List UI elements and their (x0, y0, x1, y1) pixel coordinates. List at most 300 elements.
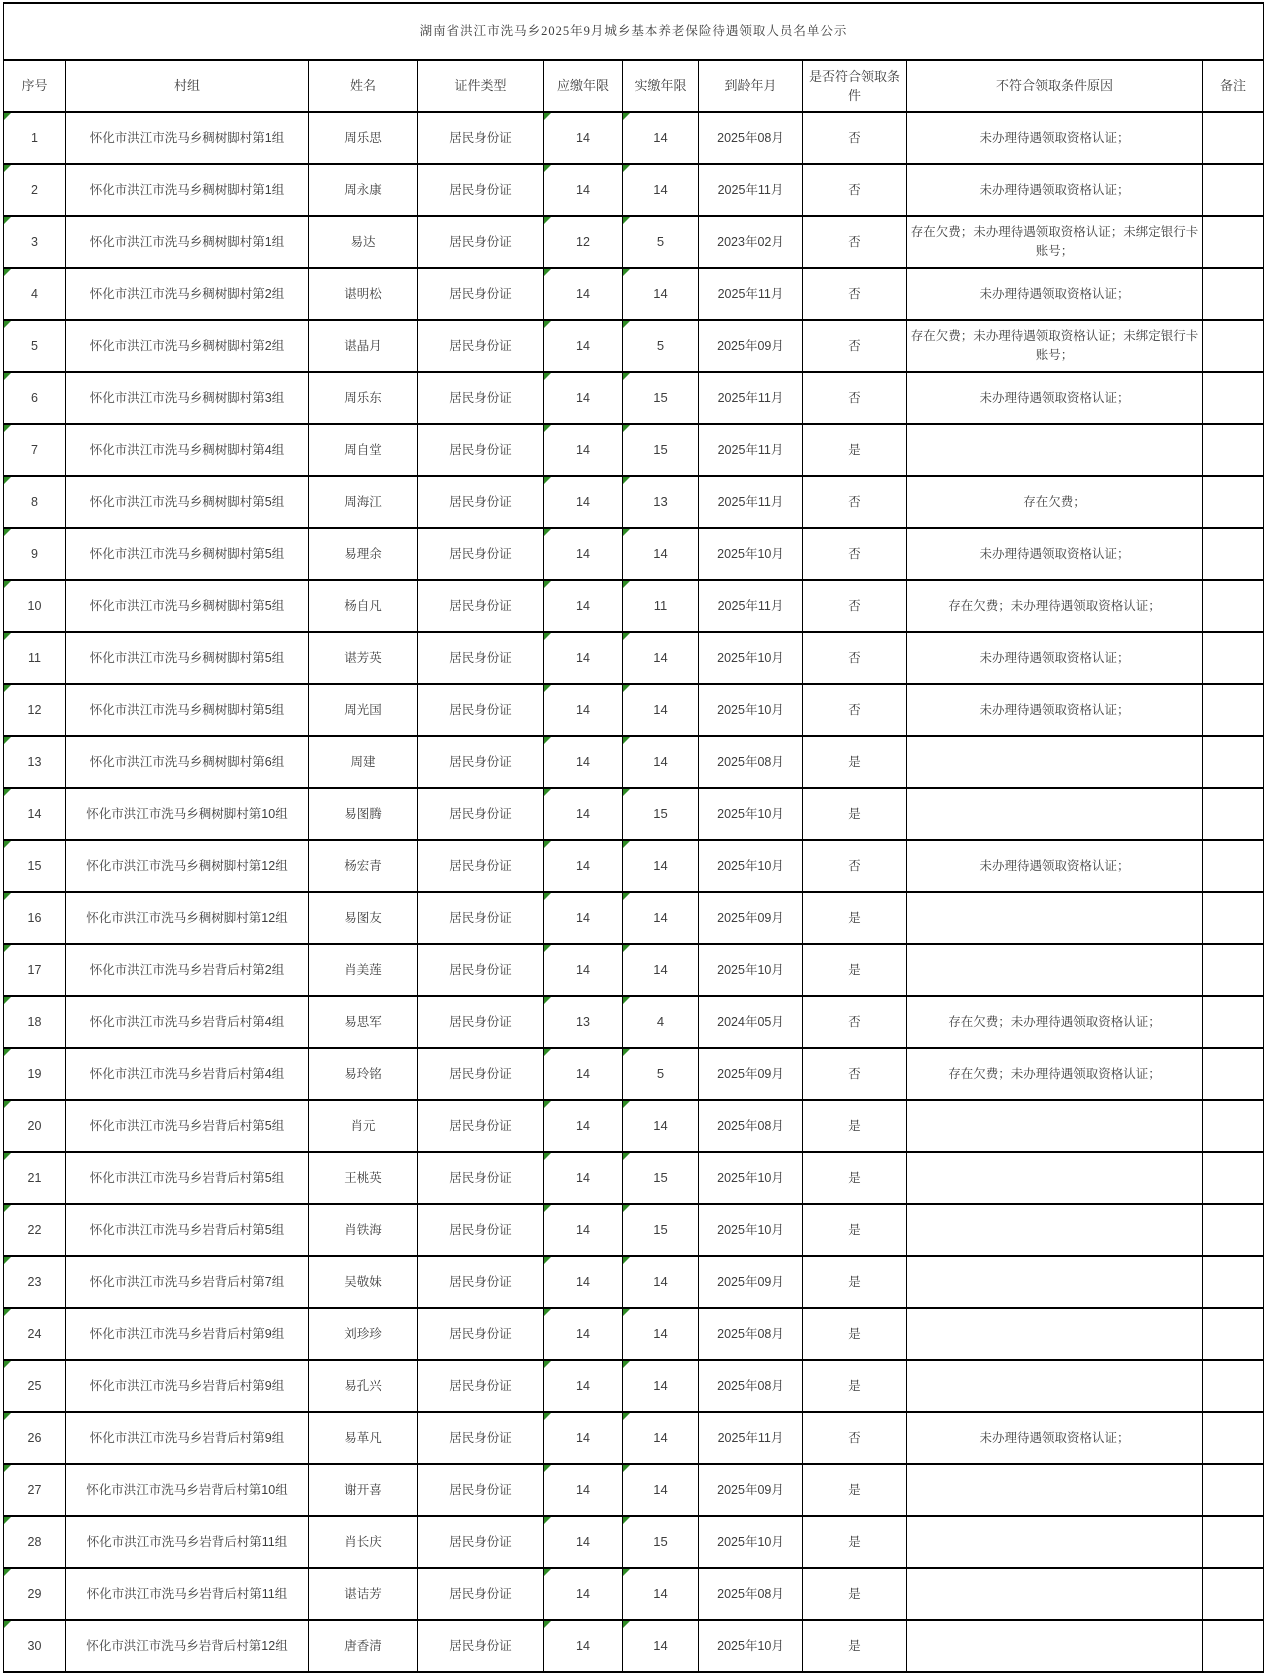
cell-years-due: 14 (544, 1308, 623, 1360)
cell-years-due: 14 (544, 1464, 623, 1516)
cell-years-paid: 14 (623, 112, 699, 164)
table-row (4, 164, 1264, 216)
cell-no: 23 (4, 1256, 66, 1308)
cell-name: 周乐东 (309, 372, 418, 424)
cell-reason (907, 1464, 1203, 1516)
cell-due-month: 2025年08月 (699, 112, 803, 164)
cell-id-type: 居民身份证 (418, 684, 544, 736)
cell-remark (1203, 1464, 1264, 1516)
cell-name: 易孔兴 (309, 1360, 418, 1412)
cell-reason: 未办理待遇领取资格认证； (907, 112, 1203, 164)
cell-village: 怀化市洪江市洗马乡稠树脚村第2组 (66, 320, 309, 372)
cell-no: 18 (4, 996, 66, 1048)
col-header-eligible: 是否符合领取条件 (803, 60, 907, 112)
cell-eligible: 是 (803, 1568, 907, 1620)
cell-village: 怀化市洪江市洗马乡稠树脚村第5组 (66, 528, 309, 580)
cell-eligible: 是 (803, 736, 907, 788)
cell-name: 谌芳英 (309, 632, 418, 684)
cell-years-paid: 14 (623, 840, 699, 892)
cell-eligible: 否 (803, 996, 907, 1048)
cell-id-type: 居民身份证 (418, 1568, 544, 1620)
cell-id-type: 居民身份证 (418, 528, 544, 580)
cell-village: 怀化市洪江市洗马乡岩背后村第12组 (66, 1620, 309, 1672)
cell-years-paid: 14 (623, 1568, 699, 1620)
cell-no: 15 (4, 840, 66, 892)
table-row (4, 1412, 1264, 1464)
cell-village: 怀化市洪江市洗马乡岩背后村第11组 (66, 1516, 309, 1568)
cell-no: 14 (4, 788, 66, 840)
cell-reason (907, 1516, 1203, 1568)
cell-due-month: 2025年10月 (699, 1152, 803, 1204)
cell-village: 怀化市洪江市洗马乡稠树脚村第5组 (66, 476, 309, 528)
cell-remark (1203, 1360, 1264, 1412)
cell-eligible: 否 (803, 684, 907, 736)
cell-village: 怀化市洪江市洗马乡岩背后村第7组 (66, 1256, 309, 1308)
cell-name: 刘珍珍 (309, 1308, 418, 1360)
cell-years-due: 14 (544, 1360, 623, 1412)
cell-years-paid: 14 (623, 1412, 699, 1464)
cell-reason (907, 1620, 1203, 1672)
cell-id-type: 居民身份证 (418, 632, 544, 684)
cell-id-type: 居民身份证 (418, 1100, 544, 1152)
cell-reason (907, 788, 1203, 840)
cell-years-due: 14 (544, 164, 623, 216)
cell-years-due: 14 (544, 1152, 623, 1204)
cell-remark (1203, 736, 1264, 788)
cell-reason: 未办理待遇领取资格认证； (907, 268, 1203, 320)
cell-eligible: 是 (803, 1620, 907, 1672)
cell-years-paid: 5 (623, 320, 699, 372)
cell-reason: 未办理待遇领取资格认证； (907, 684, 1203, 736)
cell-remark (1203, 1256, 1264, 1308)
cell-id-type: 居民身份证 (418, 112, 544, 164)
cell-village: 怀化市洪江市洗马乡稠树脚村第1组 (66, 112, 309, 164)
col-header-reason: 不符合领取条件原因 (907, 60, 1203, 112)
cell-id-type: 居民身份证 (418, 1464, 544, 1516)
table-row (4, 944, 1264, 996)
cell-years-paid: 14 (623, 632, 699, 684)
cell-years-due: 14 (544, 1256, 623, 1308)
cell-due-month: 2025年11月 (699, 476, 803, 528)
cell-id-type: 居民身份证 (418, 1256, 544, 1308)
cell-eligible: 否 (803, 1048, 907, 1100)
table-body (4, 112, 1264, 1672)
cell-id-type: 居民身份证 (418, 788, 544, 840)
col-header-id-type: 证件类型 (418, 60, 544, 112)
cell-years-paid: 14 (623, 1360, 699, 1412)
cell-reason: 未办理待遇领取资格认证； (907, 1412, 1203, 1464)
cell-eligible: 是 (803, 1516, 907, 1568)
col-header-years-due: 应缴年限 (544, 60, 623, 112)
cell-id-type: 居民身份证 (418, 216, 544, 268)
cell-id-type: 居民身份证 (418, 996, 544, 1048)
cell-remark (1203, 216, 1264, 268)
cell-name: 易图友 (309, 892, 418, 944)
cell-due-month: 2025年10月 (699, 840, 803, 892)
cell-village: 怀化市洪江市洗马乡稠树脚村第3组 (66, 372, 309, 424)
cell-id-type: 居民身份证 (418, 1048, 544, 1100)
cell-years-paid: 11 (623, 580, 699, 632)
cell-remark (1203, 372, 1264, 424)
cell-due-month: 2025年10月 (699, 1204, 803, 1256)
table-row (4, 840, 1264, 892)
table-row (4, 1048, 1264, 1100)
cell-reason: 存在欠费；未办理待遇领取资格认证； (907, 996, 1203, 1048)
cell-no: 22 (4, 1204, 66, 1256)
cell-remark (1203, 1204, 1264, 1256)
cell-years-due: 14 (544, 1412, 623, 1464)
cell-years-due: 14 (544, 944, 623, 996)
cell-eligible: 是 (803, 1360, 907, 1412)
table-row (4, 216, 1264, 268)
cell-village: 怀化市洪江市洗马乡稠树脚村第1组 (66, 216, 309, 268)
cell-reason (907, 892, 1203, 944)
page-title: 湖南省洪江市洗马乡2025年9月城乡基本养老保险待遇领取人员名单公示 (4, 3, 1264, 60)
cell-remark (1203, 164, 1264, 216)
cell-eligible: 否 (803, 528, 907, 580)
cell-years-paid: 14 (623, 684, 699, 736)
cell-eligible: 是 (803, 788, 907, 840)
header-row (4, 60, 1264, 112)
table-row (4, 892, 1264, 944)
cell-due-month: 2023年02月 (699, 216, 803, 268)
cell-eligible: 否 (803, 1412, 907, 1464)
cell-name: 周自堂 (309, 424, 418, 476)
cell-years-due: 14 (544, 1100, 623, 1152)
cell-due-month: 2025年10月 (699, 944, 803, 996)
cell-id-type: 居民身份证 (418, 424, 544, 476)
cell-years-paid: 14 (623, 268, 699, 320)
table-row (4, 320, 1264, 372)
cell-eligible: 否 (803, 580, 907, 632)
cell-years-paid: 15 (623, 372, 699, 424)
col-header-name: 姓名 (309, 60, 418, 112)
cell-no: 3 (4, 216, 66, 268)
col-header-no: 序号 (4, 60, 66, 112)
table-row (4, 372, 1264, 424)
cell-remark (1203, 1048, 1264, 1100)
cell-eligible: 是 (803, 1100, 907, 1152)
cell-no: 27 (4, 1464, 66, 1516)
cell-years-paid: 13 (623, 476, 699, 528)
cell-name: 唐香清 (309, 1620, 418, 1672)
col-header-village: 村组 (66, 60, 309, 112)
table-row (4, 1568, 1264, 1620)
cell-reason (907, 1100, 1203, 1152)
cell-due-month: 2025年10月 (699, 632, 803, 684)
cell-years-due: 13 (544, 996, 623, 1048)
cell-id-type: 居民身份证 (418, 1204, 544, 1256)
cell-id-type: 居民身份证 (418, 1412, 544, 1464)
cell-no: 13 (4, 736, 66, 788)
cell-years-paid: 14 (623, 1256, 699, 1308)
cell-due-month: 2025年08月 (699, 1568, 803, 1620)
cell-years-due: 14 (544, 320, 623, 372)
cell-due-month: 2025年11月 (699, 1412, 803, 1464)
cell-no: 30 (4, 1620, 66, 1672)
cell-due-month: 2025年11月 (699, 580, 803, 632)
cell-no: 28 (4, 1516, 66, 1568)
cell-id-type: 居民身份证 (418, 164, 544, 216)
cell-due-month: 2025年11月 (699, 164, 803, 216)
cell-eligible: 否 (803, 268, 907, 320)
cell-id-type: 居民身份证 (418, 1308, 544, 1360)
cell-reason (907, 736, 1203, 788)
table-row (4, 1308, 1264, 1360)
cell-no: 19 (4, 1048, 66, 1100)
cell-years-due: 14 (544, 1568, 623, 1620)
cell-reason (907, 1308, 1203, 1360)
cell-reason: 未办理待遇领取资格认证； (907, 840, 1203, 892)
cell-due-month: 2025年09月 (699, 1464, 803, 1516)
cell-no: 4 (4, 268, 66, 320)
cell-years-due: 14 (544, 528, 623, 580)
cell-years-due: 14 (544, 684, 623, 736)
cell-reason: 存在欠费；未办理待遇领取资格认证； (907, 1048, 1203, 1100)
notice-sheet (0, 2, 1266, 1654)
table-row (4, 528, 1264, 580)
cell-name: 王桃英 (309, 1152, 418, 1204)
cell-years-paid: 14 (623, 1464, 699, 1516)
pension-notice-table (3, 2, 1264, 1673)
cell-eligible: 否 (803, 372, 907, 424)
cell-id-type: 居民身份证 (418, 268, 544, 320)
cell-years-paid: 15 (623, 788, 699, 840)
cell-name: 肖元 (309, 1100, 418, 1152)
cell-remark (1203, 424, 1264, 476)
title-row (4, 3, 1264, 60)
cell-years-paid: 14 (623, 1620, 699, 1672)
cell-reason (907, 1152, 1203, 1204)
cell-years-due: 14 (544, 112, 623, 164)
cell-years-due: 14 (544, 580, 623, 632)
cell-village: 怀化市洪江市洗马乡岩背后村第4组 (66, 996, 309, 1048)
cell-id-type: 居民身份证 (418, 1152, 544, 1204)
cell-name: 周建 (309, 736, 418, 788)
cell-years-paid: 15 (623, 1204, 699, 1256)
cell-remark (1203, 944, 1264, 996)
cell-due-month: 2025年09月 (699, 1048, 803, 1100)
cell-name: 谌晶月 (309, 320, 418, 372)
cell-name: 易玲铭 (309, 1048, 418, 1100)
table-row (4, 996, 1264, 1048)
cell-years-due: 14 (544, 476, 623, 528)
cell-remark (1203, 320, 1264, 372)
cell-remark (1203, 1516, 1264, 1568)
cell-remark (1203, 892, 1264, 944)
cell-village: 怀化市洪江市洗马乡岩背后村第9组 (66, 1360, 309, 1412)
cell-due-month: 2025年09月 (699, 1256, 803, 1308)
cell-village: 怀化市洪江市洗马乡岩背后村第5组 (66, 1204, 309, 1256)
cell-village: 怀化市洪江市洗马乡岩背后村第10组 (66, 1464, 309, 1516)
cell-eligible: 是 (803, 1204, 907, 1256)
cell-village: 怀化市洪江市洗马乡稠树脚村第5组 (66, 632, 309, 684)
cell-due-month: 2025年08月 (699, 736, 803, 788)
cell-due-month: 2025年09月 (699, 892, 803, 944)
cell-years-paid: 14 (623, 1100, 699, 1152)
cell-years-paid: 14 (623, 736, 699, 788)
col-header-years-paid: 实缴年限 (623, 60, 699, 112)
cell-id-type: 居民身份证 (418, 580, 544, 632)
cell-remark (1203, 996, 1264, 1048)
cell-remark (1203, 1620, 1264, 1672)
cell-years-paid: 5 (623, 216, 699, 268)
cell-eligible: 是 (803, 1464, 907, 1516)
cell-village: 怀化市洪江市洗马乡岩背后村第9组 (66, 1412, 309, 1464)
cell-reason: 存在欠费； (907, 476, 1203, 528)
cell-due-month: 2025年09月 (699, 320, 803, 372)
cell-no: 5 (4, 320, 66, 372)
cell-remark (1203, 268, 1264, 320)
table-row (4, 1256, 1264, 1308)
cell-reason: 存在欠费；未办理待遇领取资格认证； (907, 580, 1203, 632)
cell-name: 周乐思 (309, 112, 418, 164)
cell-due-month: 2025年11月 (699, 424, 803, 476)
cell-no: 6 (4, 372, 66, 424)
table-row (4, 112, 1264, 164)
cell-id-type: 居民身份证 (418, 476, 544, 528)
table-row (4, 1360, 1264, 1412)
cell-no: 17 (4, 944, 66, 996)
cell-eligible: 是 (803, 424, 907, 476)
cell-eligible: 否 (803, 112, 907, 164)
cell-reason: 未办理待遇领取资格认证； (907, 164, 1203, 216)
cell-due-month: 2025年10月 (699, 528, 803, 580)
cell-years-due: 14 (544, 1204, 623, 1256)
table-row (4, 1516, 1264, 1568)
cell-name: 肖铁海 (309, 1204, 418, 1256)
cell-no: 26 (4, 1412, 66, 1464)
cell-name: 谌明松 (309, 268, 418, 320)
cell-eligible: 否 (803, 632, 907, 684)
cell-name: 易革凡 (309, 1412, 418, 1464)
cell-due-month: 2025年11月 (699, 268, 803, 320)
cell-reason (907, 1360, 1203, 1412)
cell-id-type: 居民身份证 (418, 1516, 544, 1568)
cell-remark (1203, 112, 1264, 164)
cell-no: 25 (4, 1360, 66, 1412)
cell-remark (1203, 1152, 1264, 1204)
cell-village: 怀化市洪江市洗马乡稠树脚村第5组 (66, 580, 309, 632)
cell-years-paid: 15 (623, 424, 699, 476)
cell-id-type: 居民身份证 (418, 320, 544, 372)
cell-remark (1203, 1568, 1264, 1620)
cell-reason (907, 1256, 1203, 1308)
cell-years-due: 12 (544, 216, 623, 268)
cell-village: 怀化市洪江市洗马乡稠树脚村第5组 (66, 684, 309, 736)
cell-name: 周光国 (309, 684, 418, 736)
cell-years-due: 14 (544, 840, 623, 892)
cell-no: 10 (4, 580, 66, 632)
cell-due-month: 2025年08月 (699, 1308, 803, 1360)
cell-years-due: 14 (544, 268, 623, 320)
cell-eligible: 是 (803, 892, 907, 944)
cell-name: 肖长庆 (309, 1516, 418, 1568)
cell-due-month: 2024年05月 (699, 996, 803, 1048)
table-row (4, 1100, 1264, 1152)
cell-reason: 未办理待遇领取资格认证； (907, 372, 1203, 424)
cell-remark (1203, 788, 1264, 840)
cell-eligible: 是 (803, 944, 907, 996)
cell-years-due: 14 (544, 788, 623, 840)
cell-no: 1 (4, 112, 66, 164)
cell-reason: 存在欠费；未办理待遇领取资格认证；未绑定银行卡账号； (907, 216, 1203, 268)
cell-years-due: 14 (544, 424, 623, 476)
cell-reason (907, 944, 1203, 996)
cell-no: 8 (4, 476, 66, 528)
cell-name: 谢开喜 (309, 1464, 418, 1516)
cell-no: 11 (4, 632, 66, 684)
cell-reason: 未办理待遇领取资格认证； (907, 528, 1203, 580)
cell-years-paid: 14 (623, 1308, 699, 1360)
cell-reason: 未办理待遇领取资格认证； (907, 632, 1203, 684)
cell-village: 怀化市洪江市洗马乡岩背后村第2组 (66, 944, 309, 996)
cell-name: 谌诘芳 (309, 1568, 418, 1620)
cell-reason (907, 424, 1203, 476)
cell-eligible: 否 (803, 320, 907, 372)
cell-name: 易达 (309, 216, 418, 268)
cell-years-paid: 15 (623, 1152, 699, 1204)
cell-village: 怀化市洪江市洗马乡稠树脚村第12组 (66, 892, 309, 944)
cell-remark (1203, 1100, 1264, 1152)
cell-years-due: 14 (544, 892, 623, 944)
table-row (4, 476, 1264, 528)
cell-village: 怀化市洪江市洗马乡岩背后村第9组 (66, 1308, 309, 1360)
cell-name: 杨宏青 (309, 840, 418, 892)
cell-remark (1203, 1308, 1264, 1360)
cell-name: 肖美莲 (309, 944, 418, 996)
cell-id-type: 居民身份证 (418, 1360, 544, 1412)
cell-remark (1203, 632, 1264, 684)
cell-years-paid: 14 (623, 164, 699, 216)
cell-eligible: 是 (803, 1152, 907, 1204)
cell-village: 怀化市洪江市洗马乡岩背后村第4组 (66, 1048, 309, 1100)
cell-remark (1203, 1412, 1264, 1464)
cell-years-due: 14 (544, 632, 623, 684)
cell-due-month: 2025年11月 (699, 372, 803, 424)
col-header-remark: 备注 (1203, 60, 1264, 112)
cell-eligible: 否 (803, 840, 907, 892)
cell-due-month: 2025年10月 (699, 1620, 803, 1672)
cell-no: 29 (4, 1568, 66, 1620)
cell-village: 怀化市洪江市洗马乡稠树脚村第6组 (66, 736, 309, 788)
cell-no: 16 (4, 892, 66, 944)
cell-no: 9 (4, 528, 66, 580)
cell-eligible: 否 (803, 216, 907, 268)
cell-due-month: 2025年08月 (699, 1360, 803, 1412)
cell-remark (1203, 840, 1264, 892)
cell-eligible: 否 (803, 476, 907, 528)
cell-no: 20 (4, 1100, 66, 1152)
cell-remark (1203, 528, 1264, 580)
cell-name: 周永康 (309, 164, 418, 216)
cell-years-due: 14 (544, 372, 623, 424)
cell-due-month: 2025年10月 (699, 788, 803, 840)
cell-years-paid: 14 (623, 892, 699, 944)
cell-due-month: 2025年08月 (699, 1100, 803, 1152)
table-row (4, 632, 1264, 684)
cell-years-paid: 14 (623, 528, 699, 580)
cell-name: 易思军 (309, 996, 418, 1048)
table-row (4, 1204, 1264, 1256)
cell-id-type: 居民身份证 (418, 1620, 544, 1672)
cell-id-type: 居民身份证 (418, 892, 544, 944)
cell-village: 怀化市洪江市洗马乡岩背后村第5组 (66, 1100, 309, 1152)
cell-reason (907, 1204, 1203, 1256)
cell-years-paid: 5 (623, 1048, 699, 1100)
cell-village: 怀化市洪江市洗马乡稠树脚村第1组 (66, 164, 309, 216)
cell-reason: 存在欠费；未办理待遇领取资格认证；未绑定银行卡账号； (907, 320, 1203, 372)
